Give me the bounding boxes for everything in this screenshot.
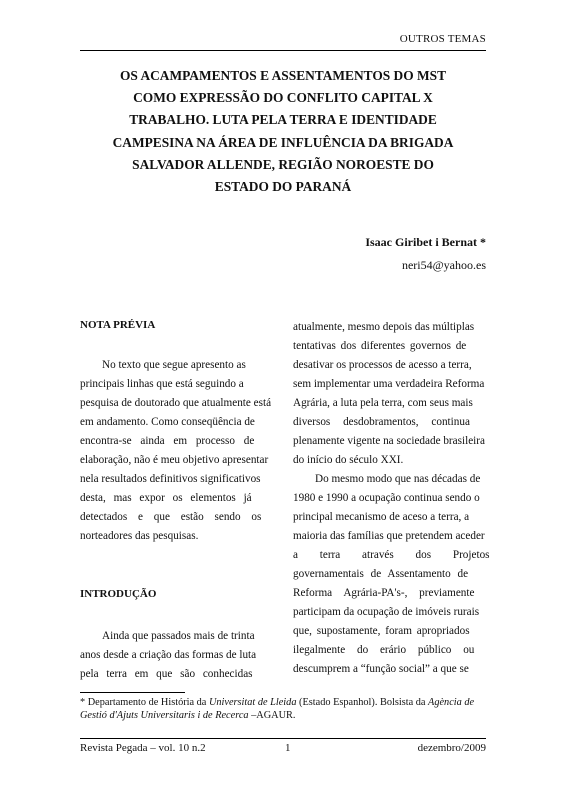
text-line: desativar os processos de acesso a terra, <box>293 359 472 371</box>
text-line: encontra-se ainda em processo de <box>80 435 255 447</box>
title-line: COMO EXPRESSÃO DO CONFLITO CAPITAL X <box>133 90 433 106</box>
text-line: pela terra em que são conhecidas <box>80 668 253 680</box>
author-email: neri54@yahoo.es <box>401 258 486 272</box>
text-line: Do mesmo modo que nas décadas de <box>315 473 481 485</box>
footer-page-number: 1 <box>285 742 291 754</box>
footer-date: dezembro/2009 <box>417 742 486 754</box>
text-line: Agrária, a luta pela terra, com seus mais <box>293 397 473 409</box>
text-line: maioria das famílias que pretendem aceder <box>293 530 485 542</box>
text-line: governamentais de Assentamento de <box>293 568 469 580</box>
text-line: descumprem a “função social” a que se <box>293 663 469 675</box>
text-line: atualmente, mesmo depois das múltiplas <box>293 321 475 333</box>
text-line: principais linhas que está seguindo a <box>80 378 244 390</box>
article-title <box>80 65 486 198</box>
text-line: plenamente vigente na sociedade brasileira <box>293 435 485 447</box>
header-rule <box>80 50 486 51</box>
running-head: OUTROS TEMAS <box>399 33 486 45</box>
text-line: Reforma Agrária-PA's-, previamente <box>293 587 475 599</box>
section-heading-introducao: INTRODUÇÃO <box>80 588 157 600</box>
author-name: Isaac Giribet i Bernat * <box>365 235 486 249</box>
text-line: detectados e que estão sendo os <box>80 511 262 523</box>
text-line: norteadores das pesquisas. <box>80 530 199 542</box>
text-line: participam da ocupação de imóveis rurais <box>293 606 480 618</box>
text-line: sem implementar uma verdadeira Reforma <box>293 378 485 390</box>
right-column-text <box>293 318 490 679</box>
text-line: elaboração, não é meu objetivo apresentar <box>80 454 269 466</box>
text-line: a terra através dos Projetos <box>293 549 490 561</box>
text-line: ilegalmente do erário público ou <box>293 644 475 656</box>
footnote-line: * Departamento de História da Universitat de Lleida (Estado Espanhol). Bolsista da Agència de <box>80 697 475 708</box>
text-line: em andamento. Como conseqüência de <box>80 416 255 428</box>
left-column-paragraph-1 <box>80 356 273 546</box>
text-line: desta, mas expor os elementos já <box>80 492 252 504</box>
text-line: Ainda que passados mais de trinta <box>102 630 255 642</box>
left-column-paragraph-2 <box>80 627 273 684</box>
footnote <box>80 696 490 722</box>
title-line: OS ACAMPAMENTOS E ASSENTAMENTOS DO MST <box>119 68 447 83</box>
footnote-rule <box>80 692 185 693</box>
text-line: pesquisa de doutorado que atualmente está <box>80 397 272 409</box>
title-line: ESTADO DO PARANÁ <box>214 179 352 195</box>
footnote-line: Gestió d'Ajuts Universitaris i de Recerca –AGAUR. <box>80 710 296 721</box>
text-line: principal mecanismo de aceso a terra, a <box>293 511 470 523</box>
footer-journal: Revista Pegada – vol. 10 n.2 <box>80 742 206 754</box>
text-line: que, supostamente, foram apropriados <box>293 625 470 637</box>
text-line: nela resultados definitivos significativos <box>80 473 261 485</box>
text-line: No texto que segue apresento as <box>102 359 246 371</box>
title-line: TRABALHO. LUTA PELA TERRA E IDENTIDADE <box>129 112 437 128</box>
text-line: diversos desdobramentos, continua <box>293 416 470 428</box>
title-line: SALVADOR ALLENDE, REGIÃO NOROESTE DO <box>132 156 434 172</box>
text-line: do início do século XXI. <box>293 454 404 466</box>
footer-rule <box>80 738 486 739</box>
section-heading-nota-previa: NOTA PRÉVIA <box>80 319 156 331</box>
title-line: CAMPESINA NA ÁREA DE INFLUÊNCIA DA BRIGADA <box>112 134 454 150</box>
text-line: tentativas dos diferentes governos de <box>293 340 467 352</box>
text-line: 1980 e 1990 a ocupação continua sendo o <box>293 492 480 504</box>
text-line: anos desde a criação das formas de luta <box>80 649 257 661</box>
